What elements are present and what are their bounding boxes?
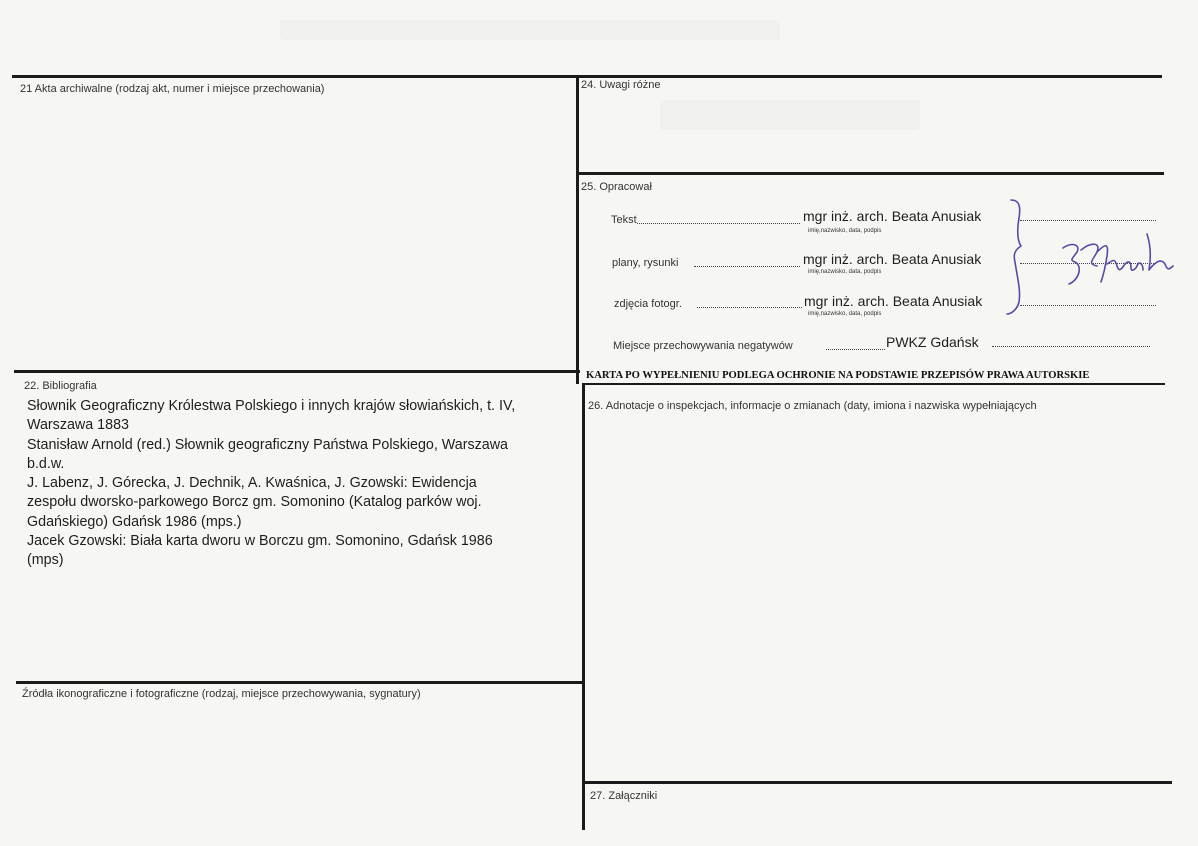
bibliography-list [27, 397, 572, 571]
text-sublabel: imię,nazwisko, data, podpis [808, 228, 882, 234]
top-rule [12, 75, 1162, 78]
paper-smudge [280, 20, 780, 40]
section-24-title: 24. Uwagi różne [581, 79, 661, 91]
section-23-title: Źródła ikonograficzne i fotograficzne (rodzaj, miejsce przechowywania, sygnatury) [22, 688, 421, 700]
section-27-title: 27. Załączniki [590, 790, 658, 802]
bibliography-line: J. Labenz, J. Górecka, J. Dechnik, A. Kwaśnica, J. Gzowski: Ewidencja [27, 475, 477, 492]
plans-sublabel: imię,nazwisko, data, podpis [808, 269, 882, 275]
section-26-title: 26. Adnotacje o inspekcjach, informacje o zmianach (daty, imiona i nazwiska wypełniających [588, 400, 1037, 412]
photos-sublabel: imię,nazwisko, data, podpis [808, 311, 882, 317]
section-21-title: 21 Akta archiwalne (rodzaj akt, numer i miejsce przechowania) [20, 83, 325, 95]
negatives-location: PWKZ Gdańsk [886, 334, 979, 350]
rule-27 [584, 781, 1172, 784]
handwritten-signature [1005, 190, 1185, 330]
center-divider-upper [576, 76, 579, 384]
bibliography-line: Stanisław Arnold (red.) Słownik geograficzny Państwa Polskiego, Warszawa [27, 436, 509, 453]
rule-copyright-bottom [582, 383, 1165, 385]
negatives-trailing-dots [992, 345, 1150, 347]
bibliography-line: (mps) [27, 552, 64, 569]
rule-22 [14, 370, 580, 373]
negatives-leader-dots [826, 348, 885, 350]
text-leader-dots [637, 222, 800, 224]
section-25-title: 25. Opracował [581, 181, 652, 193]
photos-author: mgr inż. arch. Beata Anusiak [804, 293, 983, 309]
photos-leader-dots [697, 306, 802, 308]
plans-field-label: plany, rysunki [612, 257, 679, 269]
bibliography-line: Warszawa 1883 [27, 417, 129, 434]
bibliography-line: Gdańskiego) Gdańsk 1986 (mps.) [27, 513, 242, 530]
center-divider-lower [582, 384, 585, 830]
rule-23 [16, 681, 584, 684]
copyright-notice: KARTA PO WYPEŁNIENIU PODLEGA OCHRONIE NA PODSTAWIE PRZEPISÓW PRAWA AUTORSKIE [586, 370, 1090, 381]
section-22-title: 22. Bibliografia [24, 380, 97, 392]
bibliography-line: zespołu dworsko-parkowego Borcz gm. Somonino (Katalog parków woj. [27, 494, 482, 511]
text-author: mgr inż. arch. Beata Anusiak [803, 208, 982, 224]
bibliography-line: Jacek Gzowski: Biała karta dworu w Borczu gm. Somonino, Gdańsk 1986 [27, 533, 493, 550]
plans-leader-dots [694, 265, 800, 267]
plans-author: mgr inż. arch. Beata Anusiak [803, 251, 982, 267]
text-field-label: Tekst [611, 214, 637, 226]
rule-25 [578, 172, 1164, 175]
photos-field-label: zdjęcia fotogr. [614, 298, 682, 310]
negatives-field-label: Miejsce przechowywania negatywów [613, 340, 793, 352]
paper-smudge [660, 100, 920, 130]
bibliography-line: Słownik Geograficzny Królestwa Polskiego i innych krajów słowiańskich, t. IV, [27, 398, 516, 414]
bibliography-line: b.d.w. [27, 455, 65, 472]
